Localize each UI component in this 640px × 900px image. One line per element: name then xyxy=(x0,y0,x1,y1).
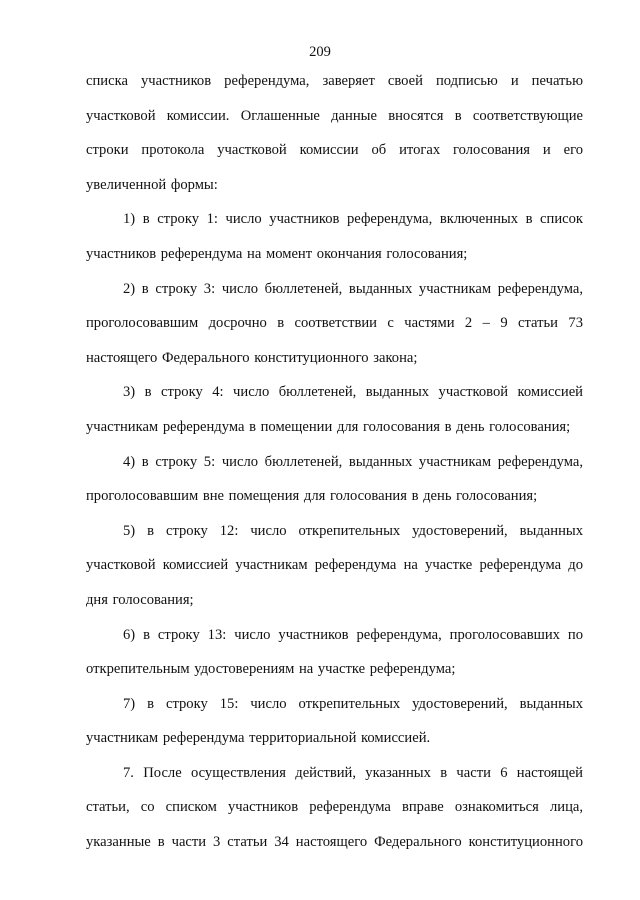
list-item-7: 7) в строку 15: число открепительных удостоверений, выданных участникам референдума территориальной комиссией. xyxy=(86,695,583,747)
list-item-4: 4) в строку 5: число бюллетеней, выданных участникам референдума, проголосовавшим вне помещения для голосования в день голосования; xyxy=(86,453,583,505)
section-7-paragraph: 7. После осуществления действий, указанных в части 6 настоящей статьи, со списком участников референдума вправе ознакомиться лица, указанные в части 3 статьи 34 настоящего Федерального конституционного xyxy=(86,764,583,851)
list-item-6: 6) в строку 13: число участников референдума, проголосовавших по открепительным удостоверениям на участке референдума; xyxy=(86,626,583,678)
paragraph-continuation: списка участников референдума, заверяет своей подписью и печатью участковой комиссии. Оглашенные данные вносятся в соответствующие строки протокола участковой комиссии об итогах голосования и его увеличенной формы: xyxy=(86,73,583,193)
list-item-2: 2) в строку 3: число бюллетеней, выданных участникам референдума, проголосовавшим досрочно в соответствии с частями 2 – 9 статьи 73 настоящего Федерального конституционного закона; xyxy=(86,280,583,366)
list-item-3: 3) в строку 4: число бюллетеней, выданных участковой комиссией участникам референдума в помещении для голосования в день голосования; xyxy=(86,384,583,435)
list-item-1: 1) в строку 1: число участников референдума, включенных в список участников референдума на момент окончания голосования; xyxy=(86,211,583,262)
list-item-5: 5) в строку 12: число открепительных удостоверений, выданных участковой комиссией участникам референдума на участке референдума до дня голосования; xyxy=(86,522,583,608)
page-number: 209 xyxy=(309,44,331,60)
body-text xyxy=(86,64,583,860)
